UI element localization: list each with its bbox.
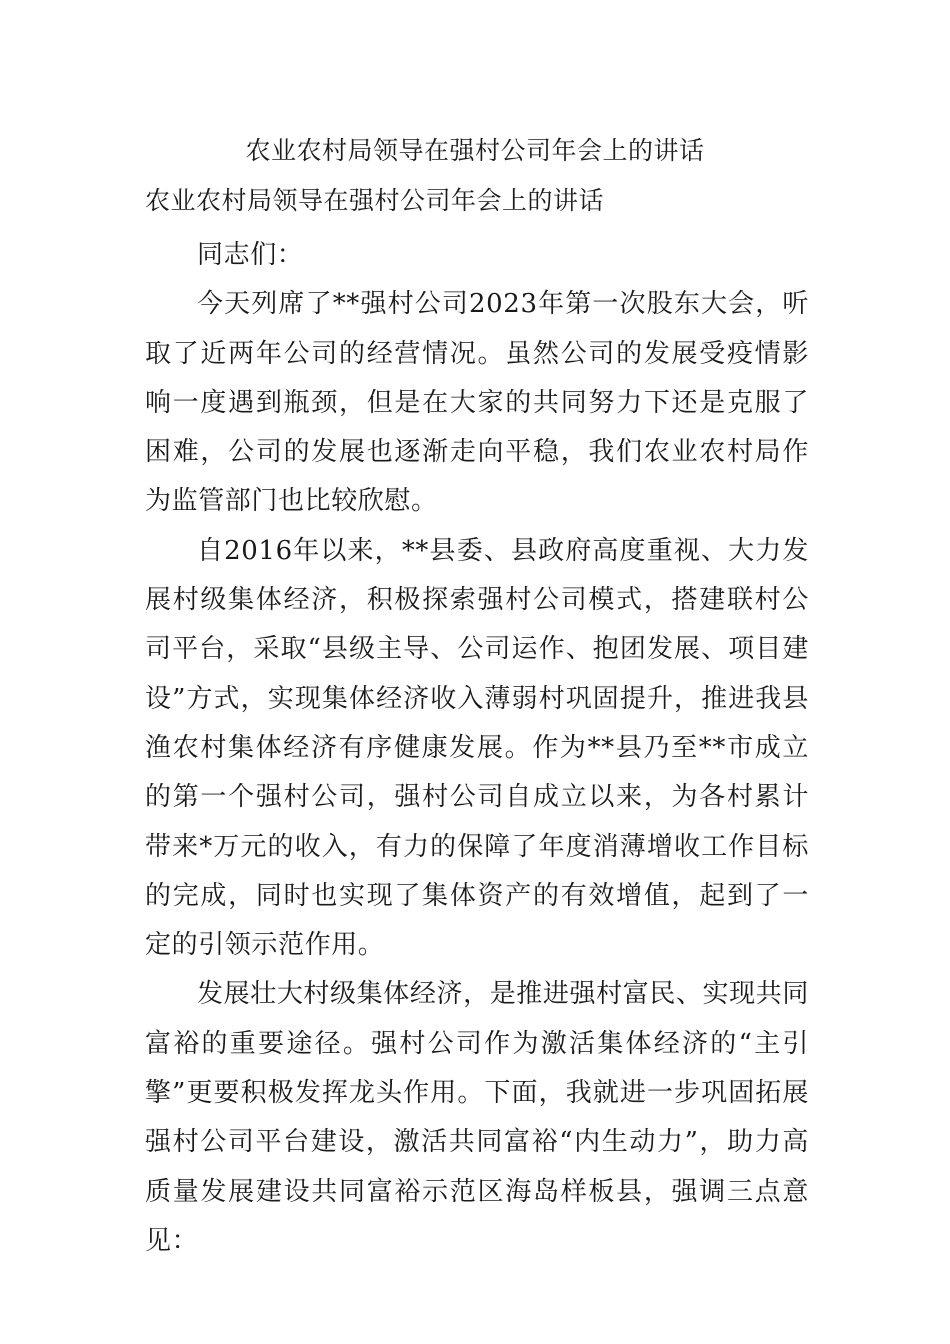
document-body xyxy=(145,231,809,1266)
document-title-centered: 农业农村局领导在强村公司年会上的讲话 xyxy=(245,136,705,165)
paragraph-salutation: 同志们： xyxy=(197,240,304,270)
paragraph-meeting-overview: 今天列席了**强村公司2023年第一次股东大会，听取了近两年公司的经营情况。虽然公司的发展受疫情影响一度遇到瓶颈，但是在大家的共同努力下还是克服了困难，公司的发展也逐渐走向平稳，我们农业农村局作为监管部门也比较欣慰。 xyxy=(145,289,809,517)
paragraph-development-history: 自2016年以来，**县委、县政府高度重视、大力发展村级集体经济，积极探索强村公司模式，搭建联村公司平台，采取“县级主导、公司运作、抱团发展、项目建设”方式，实现集体经济收入薄弱村巩固提升，推进我县渔农村集体经济有序健康发展。作为**县乃至**市成立的第一个强村公司，强村公司自成立以来，为各村累计带来*万元的收入，有力的保障了年度消薄增收工作目标的完成，同时也实现了集体资产的有效增值，起到了一定的引领示范作用。 xyxy=(145,535,809,961)
document-title-left: 农业农村局领导在强村公司年会上的讲话 xyxy=(145,186,605,215)
paragraph-key-points-intro: 发展壮大村级集体经济，是推进强村富民、实现共同富裕的重要途径。强村公司作为激活集体经济的“主引擎”更要积极发挥龙头作用。下面，我就进一步巩固拓展强村公司平台建设，激活共同富裕“内生动力”，助力高质量发展建设共同富裕示范区海岛样板县，强调三点意见： xyxy=(145,979,809,1256)
